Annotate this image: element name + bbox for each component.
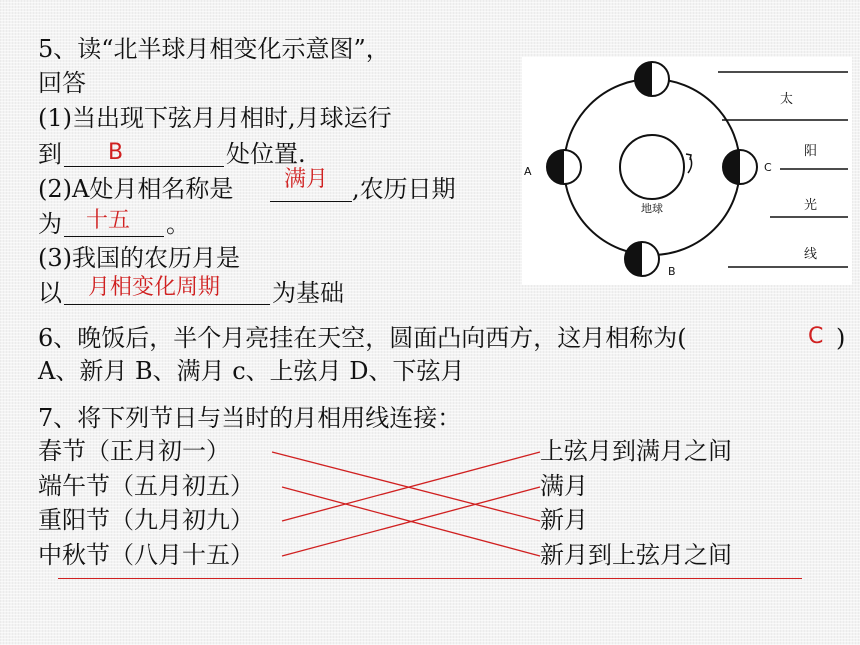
q5-line4-pre: 到 <box>38 140 62 168</box>
q6-close-paren: ) <box>836 324 846 352</box>
q5-line5-post: ,农历日期 <box>352 175 456 203</box>
q7-phase-4: 新月到上弦月之间 <box>540 541 732 569</box>
q5-line3: (1)当出现下弦月月相时,月球运行 <box>38 104 392 132</box>
q6-answer: C <box>808 324 824 349</box>
sunlight-label-2: 阳 <box>804 144 818 159</box>
q5-line6-post: 。 <box>166 210 190 238</box>
q5-line2: 回答 <box>38 69 86 97</box>
q5-line8-post: 为基础 <box>272 279 344 307</box>
q5-answer4: 月相变化周期 <box>88 275 221 300</box>
sunlight-label-1: 太 <box>780 92 794 107</box>
q7-festival-3: 重阳节（九月初九） <box>38 506 254 534</box>
q5-answer2: 满月 <box>284 167 329 192</box>
q5-answer1: B <box>108 140 124 165</box>
q5-answer3: 十五 <box>86 208 131 233</box>
q5-line8-pre: 以 <box>38 279 62 307</box>
q7-phase-1: 上弦月到满月之间 <box>540 437 732 465</box>
q6-line2: A、新月 B、满月 c、上弦月 D、下弦月 <box>38 357 465 385</box>
q5-line1: 5、读“北半球月相变化示意图”， <box>38 35 390 63</box>
q6-line1: 6、晚饭后，半个月亮挂在天空，圆面凸向西方，这月相称为( <box>38 324 687 352</box>
point-b-label: B <box>668 265 676 278</box>
earth-label: 地球 <box>641 202 663 215</box>
sunlight-label-3: 光 <box>804 198 818 213</box>
q5-line4-post: 处位置. <box>226 140 306 168</box>
q7-title: 7、将下列节日与当时的月相用线连接： <box>38 404 462 432</box>
q5-line6-pre: 为 <box>38 210 62 238</box>
q5-line7: (3)我国的农历月是 <box>38 244 240 272</box>
q7-phase-3: 新月 <box>540 506 588 534</box>
q7-festival-2: 端午节（五月初五） <box>38 472 254 500</box>
point-a-label: A <box>524 165 532 178</box>
q5-line5-pre: (2)A处月相名称是 <box>38 175 234 203</box>
q7-festival-4: 中秋节（八月十五） <box>38 541 254 569</box>
sunlight-label-4: 线 <box>804 247 818 262</box>
bottom-divider <box>58 578 802 579</box>
q7-phase-2: 满月 <box>540 472 588 500</box>
point-c-label: C <box>764 161 772 174</box>
q7-festival-1: 春节（正月初一） <box>38 437 230 465</box>
